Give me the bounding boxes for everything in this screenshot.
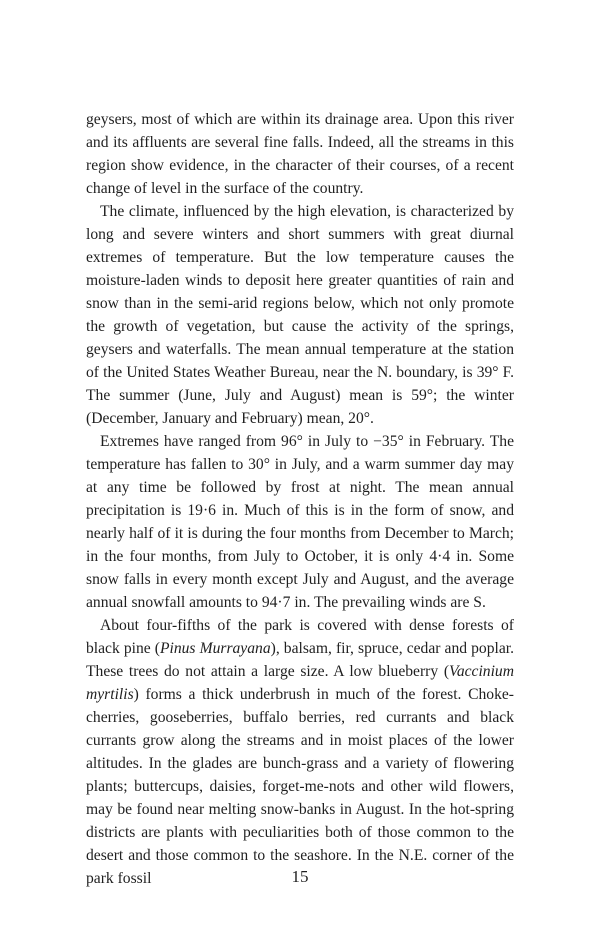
paragraph-extremes: Extremes have ranged from 96° in July to −35° in February. The temperature has fallen to 30° in July, and a warm summer day may at any time be followed by frost at night. The mean annual precipitation is 19·6 in. Much of this is in the form of snow, and nearly half of it is during the four months from December to March; in the four months, from July to October, it is only 4·4 in. Some snow falls in every month except July and August, and the average annual snowfall amounts to 94·7 in. The prevailing winds are S. <box>86 433 514 611</box>
species-vaccinium: Vaccinium myrtilis <box>86 663 514 703</box>
forests-text-2: ), balsam, fir, spruce, cedar and poplar. These trees do not attain a large size. A low blueberry ( <box>86 640 515 680</box>
forests-text-3: ) forms a thick underbrush in much of the forest. Choke-cherries, gooseberries, buffalo berries, red currants and black currants grow along the streams and in moist places of the lower altitudes. In the glades are bunch-grass and a variety of flowering plants; buttercups, daisies, forget-me-nots and other wild flowers, may be found near melting snow-banks in August. In the hot-spring districts are plants with peculiarities both of those common to the desert and those common to the seashore. In the N.E. corner of the park fossil <box>86 686 514 887</box>
paragraph-forests <box>86 614 514 890</box>
paragraph-climate: The climate, influenced by the high elevation, is characterized by long and severe winters and short summers with great diurnal extremes of temperature. But the low temperature causes the moisture-laden winds to deposit here greater quantities of rain and snow than in the semi-arid regions below, which not only promote the growth of vegetation, but cause the activity of the springs, geysers and waterfalls. The mean annual temperature at the station of the United States Weather Bureau, near the N. boundary, is 39° F. The summer (June, July and August) mean is 59°; the winter (December, January and February) mean, 20°. <box>86 203 514 427</box>
forests-text-1: About four-fifths of the park is covered with dense forests of black pine ( <box>86 617 514 657</box>
species-pinus: Pinus Murrayana <box>159 640 271 657</box>
page-number: 15 <box>291 867 309 886</box>
paragraph-geysers: geysers, most of which are within its drainage area. Upon this river and its affluents are several fine falls. Indeed, all the streams in this region show evidence, in the character of their courses, of a recent change of level in the surface of the country. <box>86 111 514 197</box>
page-body <box>86 108 514 890</box>
